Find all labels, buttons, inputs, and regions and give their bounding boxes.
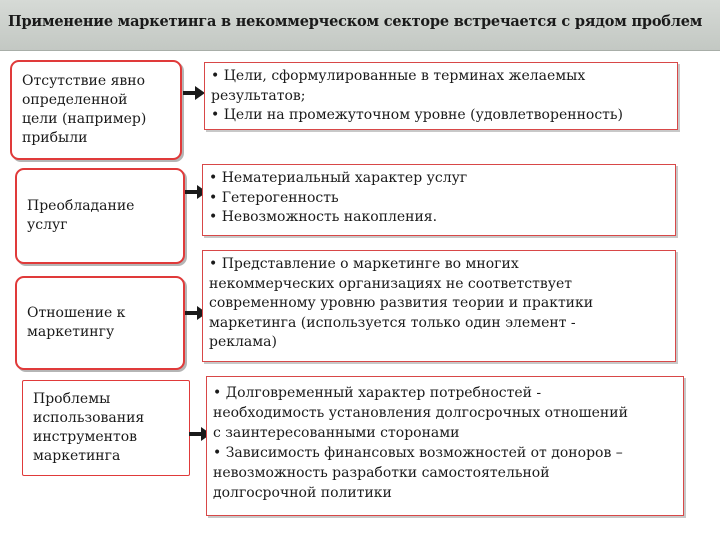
problem-line: Отношение к bbox=[27, 305, 126, 321]
detail-line: • Зависимость финансовых возможностей от доноров – bbox=[213, 445, 623, 461]
detail-line: с заинтересованными сторонами bbox=[213, 425, 460, 441]
detail-line: невозможность разработки самостоятельной bbox=[213, 465, 550, 481]
title-bar bbox=[0, 0, 720, 51]
problem-line: цели (например) bbox=[22, 111, 147, 127]
page-title: Применение маркетинга в некоммерческом секторе встречается с рядом проблем bbox=[8, 13, 703, 30]
problem-line: Отсутствие явно bbox=[22, 73, 146, 89]
problem-line: Преобладание bbox=[27, 198, 135, 214]
detail-line: • Цели на промежуточном уровне (удовлетворенность) bbox=[211, 107, 623, 123]
problem-line: определенной bbox=[22, 92, 128, 108]
detail-line: реклама) bbox=[209, 334, 277, 350]
problem-box-services bbox=[15, 168, 185, 264]
problem-box-attitude bbox=[15, 276, 185, 370]
problem-text bbox=[27, 197, 134, 235]
detail-line: маркетинга (используется только один элемент - bbox=[209, 314, 576, 331]
problem-text bbox=[22, 72, 146, 148]
detail-line: некоммерческих организациях не соответствует bbox=[209, 275, 573, 292]
detail-line: • Представление о маркетинге во многих bbox=[209, 256, 519, 272]
problem-text bbox=[27, 304, 125, 342]
problem-box-tools bbox=[22, 380, 190, 476]
problem-line: маркетинга bbox=[33, 448, 121, 464]
problem-line: услуг bbox=[27, 217, 68, 233]
details-box-tools bbox=[206, 376, 684, 516]
problem-box-goals bbox=[10, 60, 182, 160]
detail-line: • Невозможность накопления. bbox=[209, 209, 438, 225]
problem-line: маркетингу bbox=[27, 324, 115, 340]
problem-line: инструментов bbox=[33, 429, 138, 445]
detail-line: • Гетерогенность bbox=[209, 189, 339, 206]
details-box-services bbox=[202, 164, 676, 236]
detail-line: современному уровню развития теории и практики bbox=[209, 295, 594, 311]
problem-line: Проблемы bbox=[33, 391, 111, 407]
detail-line: необходимость установления долгосрочных отношений bbox=[213, 405, 628, 421]
problem-line: использования bbox=[33, 410, 145, 426]
details-box-attitude bbox=[202, 250, 676, 362]
detail-line: долгосрочной политики bbox=[213, 485, 392, 501]
problem-text bbox=[33, 390, 144, 466]
details-box-goals bbox=[204, 62, 678, 130]
detail-line: • Цели, сформулированные в терминах желаемых bbox=[211, 68, 586, 84]
detail-line: • Нематериальный характер услуг bbox=[209, 170, 468, 186]
detail-line: результатов; bbox=[211, 87, 306, 104]
arrow-right-icon bbox=[183, 86, 205, 100]
problem-line: прибыли bbox=[22, 130, 88, 146]
detail-line: • Долговременный характер потребностей - bbox=[213, 385, 542, 401]
